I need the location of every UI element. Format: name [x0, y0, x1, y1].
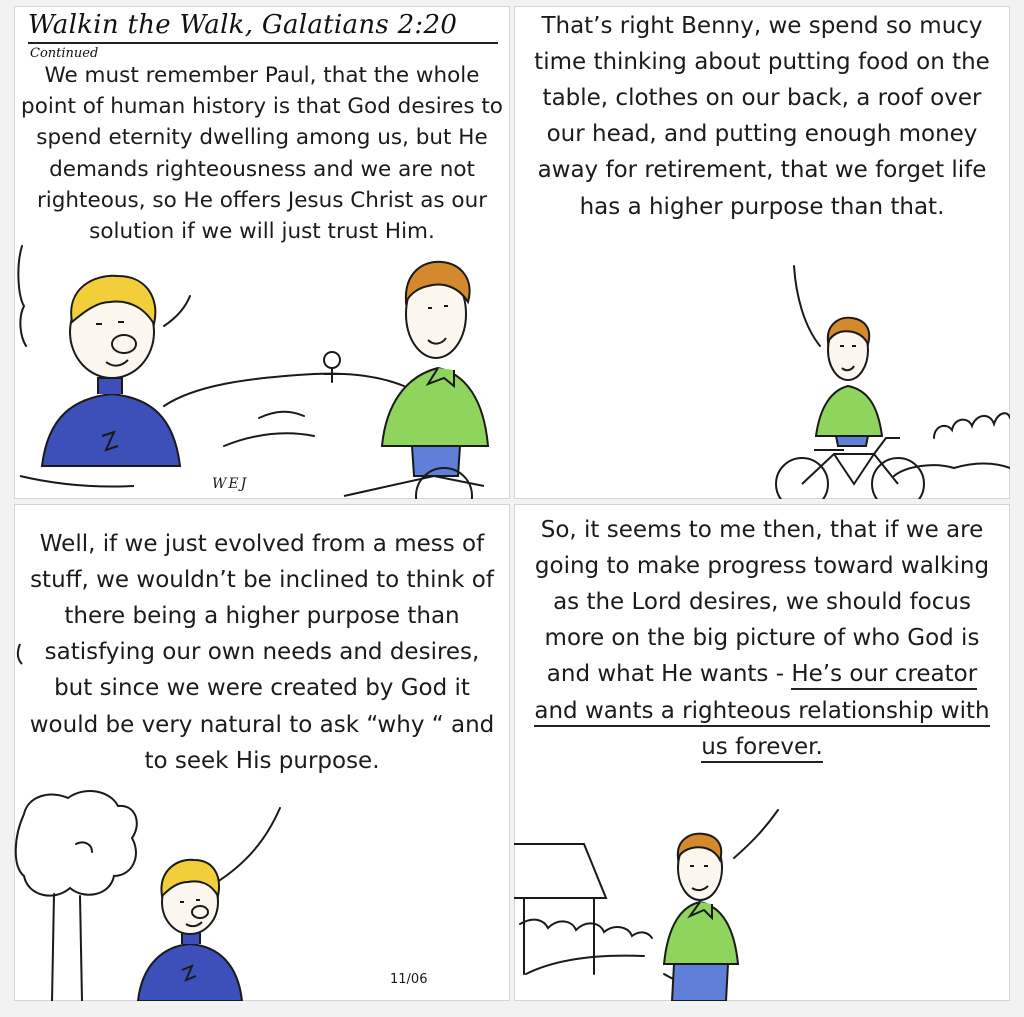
date-mark: 11/06: [390, 972, 428, 987]
artist-initials: WEJ: [212, 476, 249, 492]
panel-1: [14, 6, 510, 499]
panel-4-speech: [522, 512, 1002, 765]
panel-4-speech-intro: So, it seems to me then, that if we are going to make progress toward walking as the Lord desires, we should focus more on the big picture of who God is and what He wants -: [534, 517, 990, 688]
panel-2-speech: That’s right Benny, we spend so mucy time thinking about putting food on the table, clothes on our back, a roof over our head, and putting enough money away for retirement, that we forget life has a higher purpose than that.: [534, 13, 990, 220]
panel-2: [514, 6, 1010, 499]
title-underline: [28, 42, 498, 44]
paul-character: [42, 276, 180, 466]
panel-3-speech: Well, if we just evolved from a mess of stuff, we wouldn’t be inclined to think of there being a higher purpose than satisfying our own needs and desires, but since we were created by God it would be very natural to ask “why “ and to seek His purpose.: [29, 531, 495, 774]
panel-4-speech-underlined: He’s our creator and wants a righteous relationship with us forever.: [534, 661, 989, 762]
panel-3: [14, 504, 510, 1001]
paul-character: [138, 860, 242, 1001]
benny-character: [344, 262, 488, 499]
benny-character: [664, 834, 738, 1001]
panel-4: [514, 504, 1010, 1001]
comic-title: Walkin the Walk, Galatians 2:20: [28, 10, 458, 40]
continued-label: Continued: [30, 46, 99, 61]
panel-1-speech: We must remember Paul, that the whole point of human history is that God desires to spend eternity dwelling among us, but He demands righteousness and we are not righteous, so He offers Jesus Christ as our solution if we will just trust Him.: [21, 63, 503, 244]
